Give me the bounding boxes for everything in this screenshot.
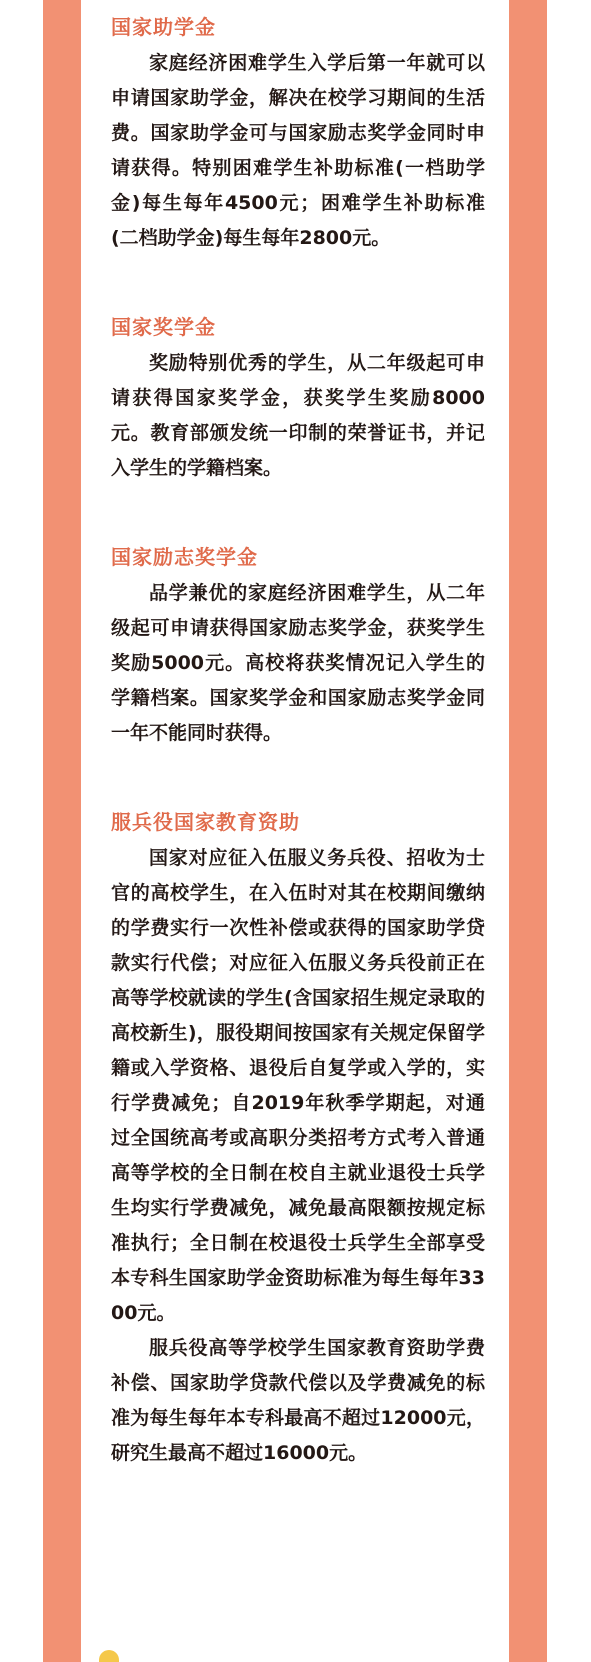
section-inspirational-scholarship [111, 542, 485, 751]
section-paragraph: 品学兼优的家庭经济困难学生，从二年级起可申请获得国家励志奖学金，获奖学生奖励5000元。高校将获奖情况记入学生的学籍档案。国家奖学金和国家励志奖学金同一年不能同时获得。 [111, 582, 485, 744]
right-border [509, 0, 547, 1662]
decorative-ornament [99, 1650, 119, 1662]
section-military-service-aid [111, 807, 485, 1471]
left-border [43, 0, 81, 1662]
section-title: 国家励志奖学金 [111, 545, 258, 569]
section-paragraph: 家庭经济困难学生入学后第一年就可以申请国家助学金，解决在校学习期间的生活费。国家助学金可与国家励志奖学金同时申请获得。特别困难学生补助标准(一档助学金)每生每年4500元；困难学生补助标准(二档助学金)每生每年2800元。 [111, 52, 485, 249]
policy-content [111, 12, 485, 1471]
section-paragraph: 国家对应征入伍服义务兵役、招收为士官的高校学生，在入伍时对其在校期间缴纳的学费实行一次性补偿或获得的国家助学贷款实行代偿；对应征入伍服义务兵役前正在高等学校就读的学生(含国家招生规定录取的高校新生)，服役期间按国家有关规定保留学籍或入学资格、退役后自复学或入学的，实行学费减免；自2019年秋季学期起，对通过全国统高考或高职分类招考方式考入普通高等学校的全日制在校自主就业退役士兵学生均实行学费减免，减免最高限额按规定标准执行；全日制在校退役士兵学生全部享受本专科生国家助学金资助标准为每生每年3300元。 [111, 847, 485, 1324]
section-paragraph: 服兵役高等学校学生国家教育资助学费补偿、国家助学贷款代偿以及学费减免的标准为每生每年本专科最高不超过12000元，研究生最高不超过16000元。 [111, 1337, 485, 1464]
section-paragraph: 奖励特别优秀的学生，从二年级起可申请获得国家奖学金，获奖学生奖励8000元。教育部颁发统一印制的荣誉证书，并记入学生的学籍档案。 [111, 352, 485, 479]
section-national-grant [111, 12, 485, 256]
section-title: 国家助学金 [111, 15, 216, 39]
section-title: 国家奖学金 [111, 315, 216, 339]
section-title: 服兵役国家教育资助 [111, 810, 300, 834]
section-national-scholarship [111, 312, 485, 486]
